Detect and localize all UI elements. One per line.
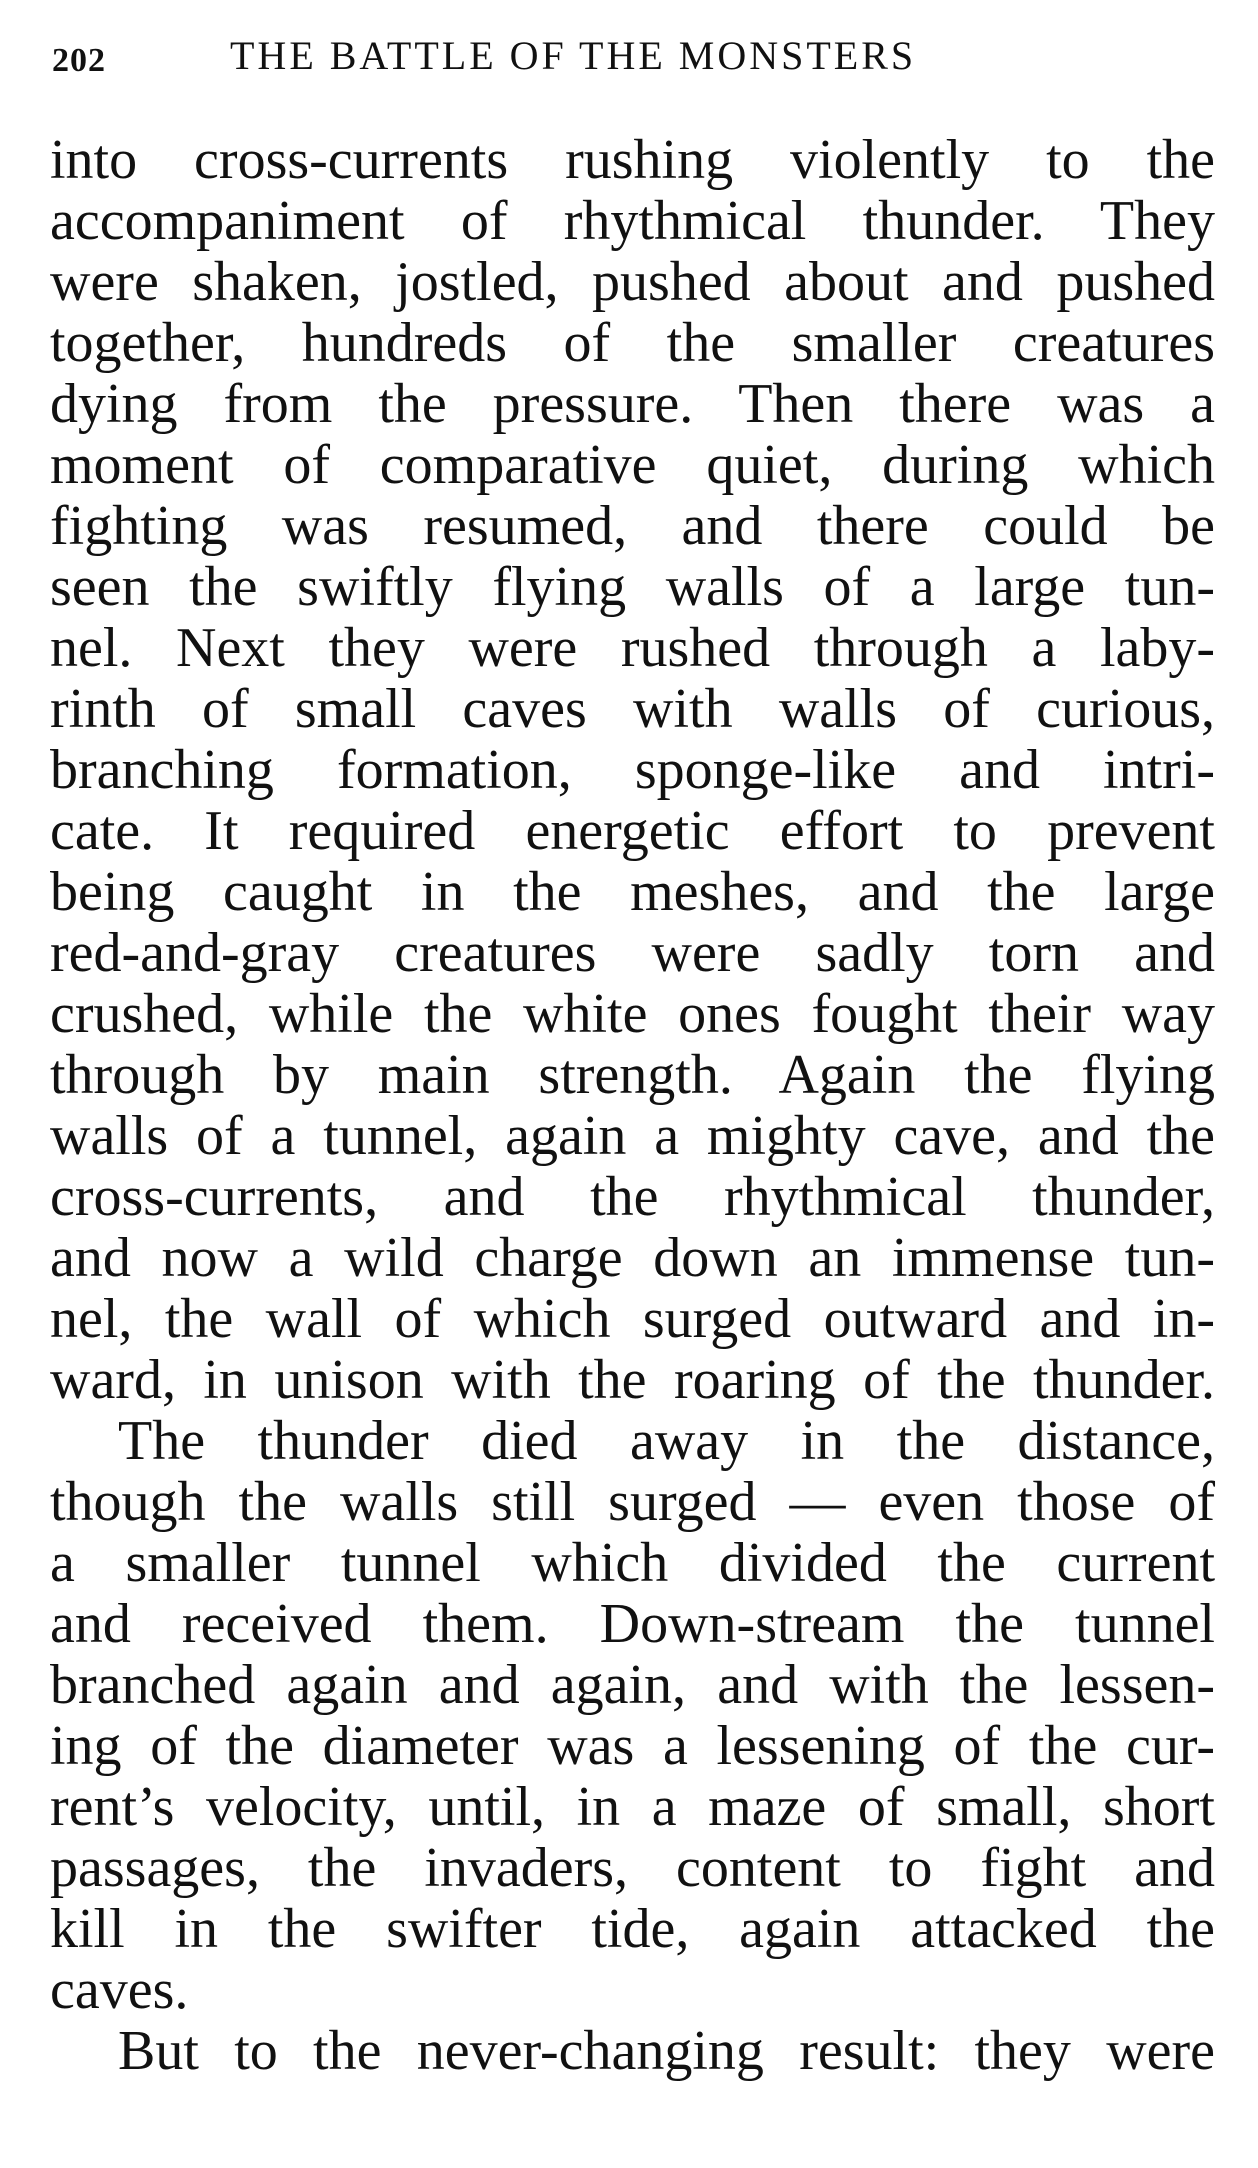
text-line: caves. <box>50 1959 189 2021</box>
paragraph-1 <box>50 130 1215 1411</box>
text-line: into cross-currents rushing violently to the <box>50 129 1215 191</box>
text-line: But to the never-changing result: they were <box>118 2020 1215 2082</box>
text-line: together, hundreds of the smaller creatures <box>50 312 1215 374</box>
text-line: being caught in the meshes, and the large <box>50 861 1215 923</box>
text-line: crushed, while the white ones fought their way <box>50 983 1215 1045</box>
text-line: nel, the wall of which surged outward and in- <box>50 1288 1215 1350</box>
paragraph-2 <box>50 1411 1215 2021</box>
text-line: cate. It required energetic effort to prevent <box>50 800 1215 862</box>
text-line: ing of the diameter was a lessening of the cur- <box>50 1715 1215 1777</box>
text-line: accompaniment of rhythmical thunder. They <box>50 190 1215 252</box>
text-line: seen the swiftly flying walls of a large tun- <box>50 556 1215 618</box>
text-line: a smaller tunnel which divided the current <box>50 1532 1215 1594</box>
text-line: rinth of small caves with walls of curious, <box>50 678 1215 740</box>
text-line: The thunder died away in the distance, <box>118 1410 1215 1472</box>
paragraph-3 <box>50 2021 1215 2082</box>
text-line: and received them. Down-stream the tunnel <box>50 1593 1215 1655</box>
text-line: branching formation, sponge-like and intri- <box>50 739 1215 801</box>
text-line: though the walls still surged — even those of <box>50 1471 1215 1533</box>
running-head <box>52 28 1222 88</box>
text-line: nel. Next they were rushed through a laby- <box>50 617 1215 679</box>
body-text <box>50 130 1215 2082</box>
text-line: walls of a tunnel, again a mighty cave, and the <box>50 1105 1215 1167</box>
text-line: rent’s velocity, until, in a maze of small, short <box>50 1776 1215 1838</box>
text-line: dying from the pressure. Then there was a <box>50 373 1215 435</box>
text-line: branched again and again, and with the lessen- <box>50 1654 1215 1716</box>
text-line: fighting was resumed, and there could be <box>50 495 1215 557</box>
text-line: cross-currents, and the rhythmical thunder, <box>50 1166 1215 1228</box>
text-line: passages, the invaders, content to fight and <box>50 1837 1215 1899</box>
text-line: were shaken, jostled, pushed about and pushed <box>50 251 1215 313</box>
text-line: through by main strength. Again the flying <box>50 1044 1215 1106</box>
page-number: 202 <box>52 42 106 79</box>
text-line: moment of comparative quiet, during which <box>50 434 1215 496</box>
text-line: kill in the swifter tide, again attacked the <box>50 1898 1215 1960</box>
running-title: THE BATTLE OF THE MONSTERS <box>230 33 917 78</box>
text-line: and now a wild charge down an immense tun- <box>50 1227 1215 1289</box>
text-line: ward, in unison with the roaring of the thunder. <box>50 1349 1215 1411</box>
text-line: red-and-gray creatures were sadly torn and <box>50 922 1215 984</box>
